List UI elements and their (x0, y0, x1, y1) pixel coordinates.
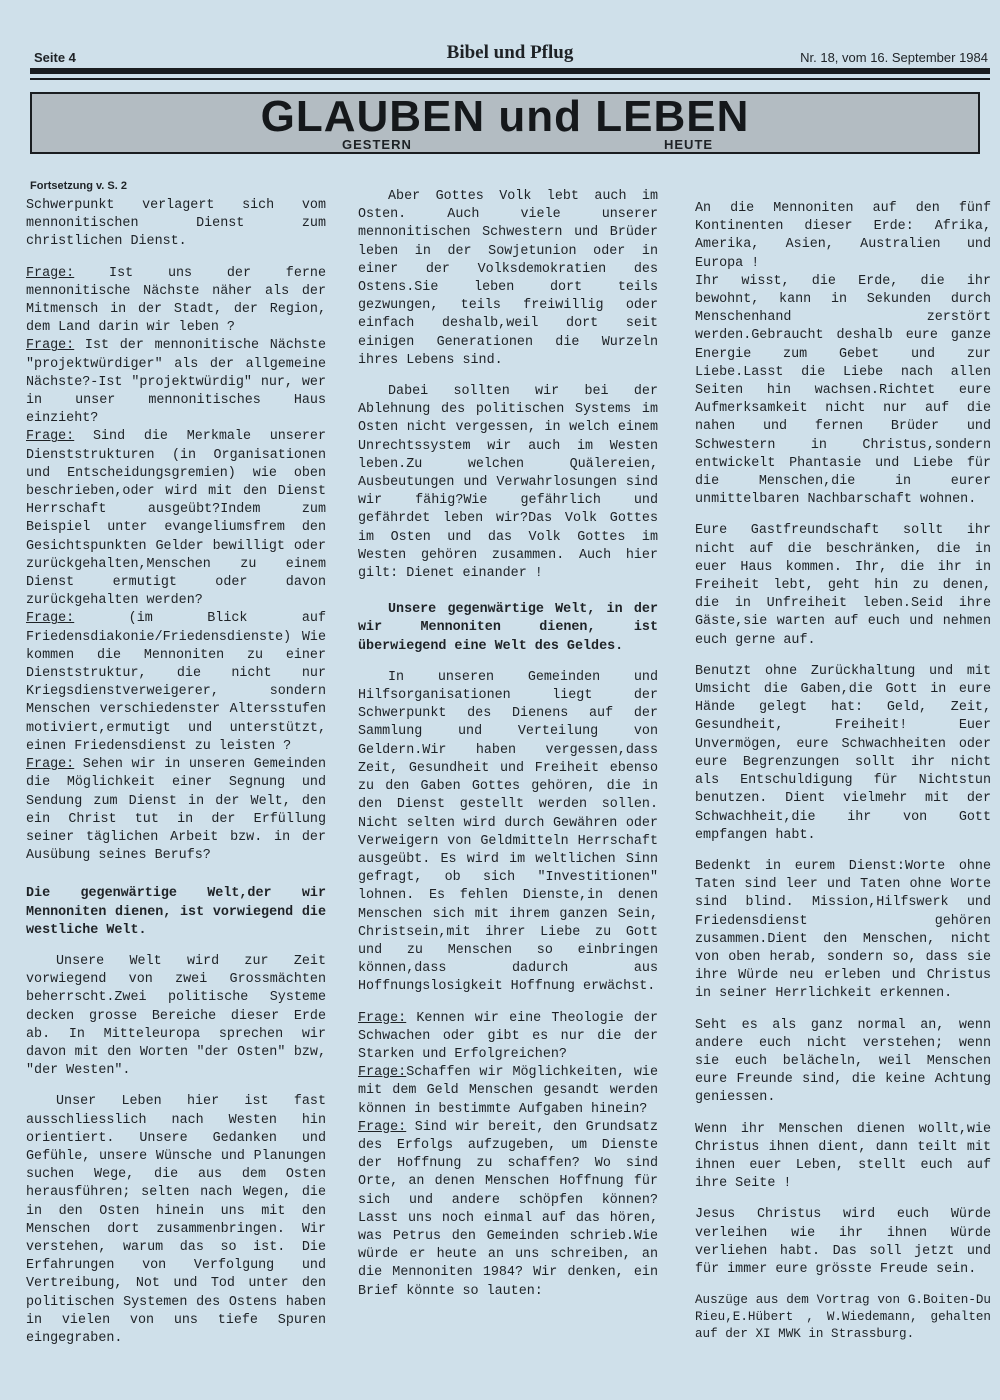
masthead (30, 40, 990, 70)
paragraph: In unseren Gemeinden und Hilfsorganisationen liegt der Schwerpunkt des Dienens auf der Sammlung und Verteilung von Geldern.Wir haben vergessen,dass Zeit, Gesundheit und Freiheit ebenso zu den Gaben Gottes gehören, die in den Dienst gestellt werden sollen. Nicht selten wird durch Gewähren oder Verweigern von Geldmitteln Herrschaft ausgeübt. Es wird im weltlichen Sinn gefragt, ob sich "Investitionen" lohnen. Es fehlen Dienste,in denen Menschen sich mit ihrem ganzen Sein, Christsein,mit ihrer Liebe zu Gott und zu Menschen so einbringen können,dass dadurch aus Hoffnungslosigkeit Hoffnung erwächst. (358, 669, 658, 995)
paragraph: Benutzt ohne Zurückhaltung und mit Umsicht die Gaben,die Gott in eure Hände gelegt hat: Geld, Zeit, Gesundheit, Freiheit! Euer Unvermögen, eure Schwachheiten oder eure Begrenzungen sollt ihr nicht als Entschuldigung für Nichtstun benutzen. Dient vielmehr mit der Schwachheit,die ihr von Gott empfangen habt. (695, 663, 991, 843)
question-1 (358, 1010, 658, 1065)
question-2 (358, 1064, 658, 1119)
paragraph: Wenn ihr Menschen dienen wollt,wie Christus ihnen dient, dann teilt mit ihnen euer Leben, stellt euch auf ihre Seite ! (695, 1121, 991, 1192)
paragraph: Dabei sollten wir bei der Ablehnung des politischen Systems im Osten nicht vergessen, in welch einem Unrechtssystem wir auch im Westen leben.Zu welchen Quälereien, Ausbeutungen und Verwahrlosungen sind wir fähig?Wie gefährlich und gefährdet leben wir?Das Volk Gottes im Osten und das Volk Gottes im Westen gehören zusammen. Auch hier gilt: Dienet einander ! (358, 384, 658, 582)
masthead-rule-thick (30, 68, 990, 74)
article-column-3 (695, 200, 991, 1356)
question-text: (im Blick auf Friedensdiakonie/Friedensdienste) Wie kommen die Mennoniten zu einer Dienststruktur, die nicht nur Kriegsdienstverweigerer, sondern Menschen verschiedenster Altersstufen motiviert,ermutigt und unterstützt, einen Friedensdienst zu leisten ? (26, 611, 326, 754)
paragraph: Ihr wisst, die Erde, die ihr bewohnt, kann in Sekunden durch Menschenhand zerstört werden.Gebraucht deshalb eure ganze Energie zum Gebet und zur Liebe.Lasst die Liebe nach allen Seiten hin wachsen.Richtet eure Aufmerksamkeit nicht nur auf die nahen und fernen Brüder und Schwestern in Christus,sondern entwickelt Phantasie und Liebe für die Menschen,die in eurer unmittelbaren Nachbarschaft wohnen. (695, 273, 991, 508)
question-label: Frage: (26, 265, 75, 281)
question-label: Frage: (358, 1065, 407, 1081)
question-text: Sehen wir in unseren Gemeinden die Möglichkeit einer Segnung und Sendung zum Dienst in der Welt, den ein Christ tut in der Erfüllung seiner täglichen Arbeit bzw. in der Ausübung seines Berufs? (26, 757, 326, 864)
section-subtitle-left: GESTERN (342, 137, 412, 152)
question-text: Schaffen wir Möglichkeiten, wie mit dem Geld Menschen gesandt werden können in bestimmte Aufgaben hinein? (358, 1065, 658, 1117)
question-label: Frage: (26, 757, 75, 773)
page-number: Seite 4 (34, 50, 76, 65)
question-text: Kennen wir eine Theologie der Schwachen oder gibt es nur die der Starken und Erfolgreichen? (358, 1010, 658, 1062)
masthead-rule-thin (30, 78, 990, 80)
subheading: Die gegenwärtige Welt,der wir Mennoniten dienen, ist vorwiegend die westliche Welt. (26, 886, 326, 938)
issue-date: Nr. 18, vom 16. September 1984 (800, 50, 988, 65)
section-title: GLAUBEN und LEBEN (260, 92, 750, 141)
question-1 (26, 265, 326, 338)
question-text: Sind die Merkmale unserer Dienststrukturen (in Organisationen und Entscheidungsgremien) wie oben beschrieben,oder wird mit den Dienst Herrschaft ausgeübt?Indem zum Beispiel unter evangeliumsfrem den Gesichtspunkten Gelder bewilligt oder zurückgehalten,Menschen zu einem Dienst ermutigt oder davon zurückgehalten werden? (26, 429, 326, 609)
section-banner (30, 92, 980, 154)
paragraph: Aber Gottes Volk lebt auch im Osten. Auch viele unserer mennonitischen Schwestern und Brüder leben in der Sowjetunion oder in einer der Volksdemokratien des Ostens.Sie leben dort teils gezwungen, teils freiwillig oder einfach deshalb,weil dort seit einigen Generationen die Wurzeln ihres Lebens sind. (358, 189, 658, 368)
article-column-1 (26, 197, 326, 1361)
paragraph: Unsere Welt wird zur Zeit vorwiegend von zwei Grossmächten beherrscht.Zwei politische Systeme decken grosse Bereiche dieser Erde ab. In Mitteleuropa sprechen wir davon mit den Worten "der Osten" bzw, "der Westen". (26, 953, 326, 1079)
article-column-2 (358, 188, 658, 1314)
paragraph: Jesus Christus wird euch Würde verleihen wie ihr ihnen Würde verliehen habt. Das soll jetzt und für immer eure grösste Freude sein. (695, 1207, 991, 1277)
attribution: Auszüge aus dem Vortrag von G.Boiten-Du Rieu,E.Hübert , W.Wiedemann, gehalten auf der XI MWK in Strassburg. (695, 1293, 991, 1342)
question-label: Frage: (358, 1119, 407, 1135)
question-label: Frage: (358, 1010, 407, 1026)
paragraph: Eure Gastfreundschaft sollt ihr nicht auf die beschränken, die in euer Haus kommen. Ihr, die ihr in Freiheit lebt, geht hin zu denen, die in Unfreiheit leben.Seid ihre Gäste,sie warten auf euch und nehmen euch gerne auf. (695, 523, 991, 648)
letter-salutation: An die Mennoniten auf den fünf Kontinenten dieser Erde: Afrika, Amerika, Asien, Australien und Europa ! (695, 201, 991, 271)
paragraph: Schwerpunkt verlagert sich vom mennonitischen Dienst zum christlichen Dienst. (26, 198, 326, 250)
question-4 (26, 610, 326, 756)
paragraph: Unser Leben hier ist fast ausschliesslich nach Westen hin orientiert. Unsere Gedanken und Gefühle, unsere Wünsche und Planungen suchen Wege, die aus dem Osten herausführen; selten nach Wegen, die in den Osten hinein uns mit den Menschen dort zusammenbringen. Wir verstehen, warum das so ist. Die Erfahrungen von Verfolgung und Vertreibung, Not und Tod unter den politischen Systemen des Ostens haben in vielen von uns tiefe Spuren eingegraben. (26, 1094, 326, 1346)
paragraph: Bedenkt in eurem Dienst:Worte ohne Taten sind leer und Taten ohne Worte sind blind. Mission,Hilfswerk und Friedensdienst gehören zusammen.Dient den Menschen, nicht von oben herab, sondern so, dass sie ihre Würde neu erleben und Christus in seiner Herrlichkeit erkennen. (695, 858, 991, 1002)
question-3 (358, 1119, 658, 1301)
question-label: Frage: (26, 611, 75, 627)
paragraph: Seht es als ganz normal an, wenn andere euch nicht verstehen; wenn sie euch belächeln, weil Menschen eure Freunde sind, die keine Achtung geniessen. (695, 1017, 991, 1106)
question-5 (26, 756, 326, 865)
question-text: Ist der mennonitische Nächste "projektwürdiger" als der allgemeine Nächste?-Ist "projektwürdig" nur, wer in unser mennonitisches Haus einzieht? (26, 338, 326, 427)
question-label: Frage: (26, 429, 75, 445)
question-text: Sind wir bereit, den Grundsatz des Erfolgs aufzugeben, um Dienste der Hoffnung zu schaffen? Wo sind Orte, an denen Menschen Hoffnung für sich und andere schöpfen können? Lasst uns noch einmal auf das hören, was Petrus den Gemeinden schrieb.Wie würde er heute an uns schreiben, an die Mennoniten 1984? Wir denken, ein Brief könnte so lauten: (358, 1119, 658, 1299)
question-text: Ist uns der ferne mennonitische Nächste näher als der Mitmensch in der Stadt, der Region, dem Land darin wir leben ? (26, 265, 326, 336)
question-2 (26, 337, 326, 428)
question-label: Frage: (26, 338, 75, 354)
subheading: Unsere gegenwärtige Welt, in der wir Mennoniten dienen, ist überwiegend eine Welt des Geldes. (358, 602, 658, 654)
section-subtitle-right: HEUTE (664, 137, 714, 152)
question-3 (26, 428, 326, 610)
continuation-note: Fortsetzung v. S. 2 (30, 180, 127, 192)
publication-title: Bibel und Pflug (446, 42, 574, 63)
